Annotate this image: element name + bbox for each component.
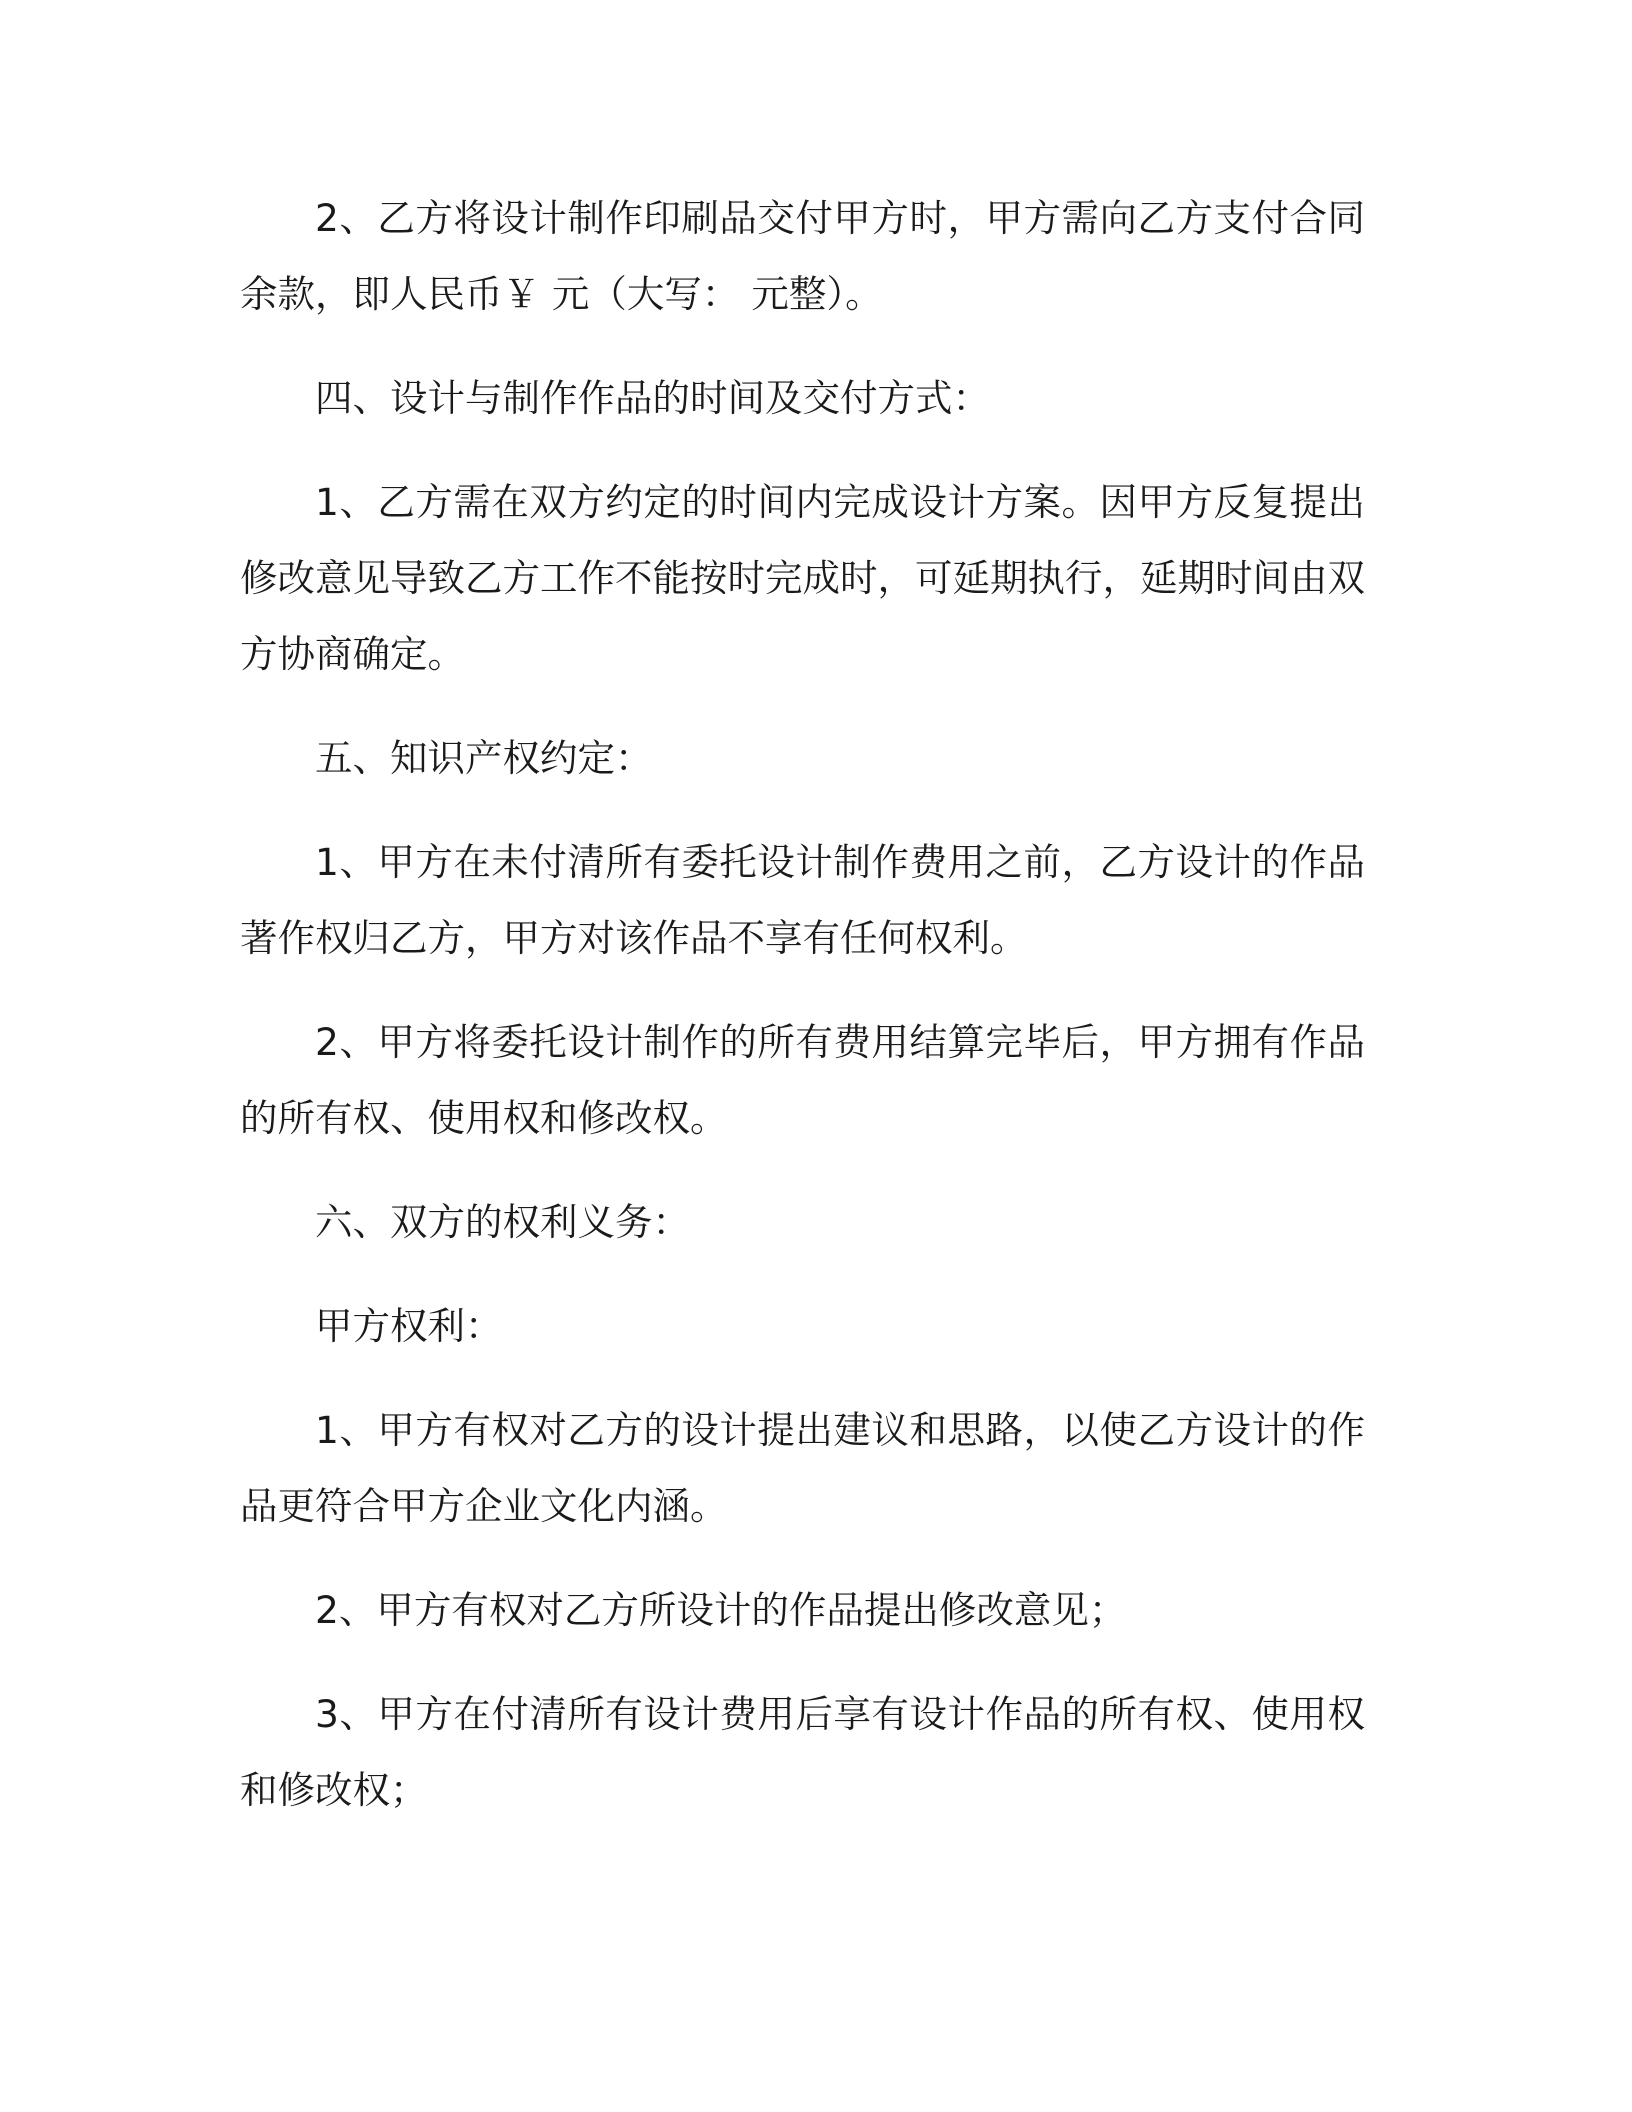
subheading-party-a-rights: 甲方权利：: [315, 1304, 503, 1348]
paragraph-final-payment: 2、乙方将设计制作印刷品交付甲方时，甲方需向乙方支付合同余款，即人民币￥ 元（大写： 元整）。: [240, 196, 1365, 316]
paragraph-design-deadline: 1、乙方需在双方约定的时间内完成设计方案。因甲方反复提出修改意见导致乙方工作不能按时完成时，可延期执行，延期时间由双方协商确定。: [240, 480, 1365, 676]
paragraph-copyright-before-payment: 1、甲方在未付清所有委托设计制作费用之前，乙方设计的作品著作权归乙方，甲方对该作品不享有任何权利。: [240, 840, 1365, 960]
contract-body: [240, 180, 1365, 1856]
paragraph-party-a-revisions: 2、甲方有权对乙方所设计的作品提出修改意见；: [315, 1588, 1127, 1632]
section-heading-intellectual-property: 五、知识产权约定：: [315, 736, 653, 780]
paragraph-party-a-ownership: 3、甲方在付清所有设计费用后享有设计作品的所有权、使用权和修改权；: [240, 1692, 1365, 1812]
paragraph-ownership-after-payment: 2、甲方将委托设计制作的所有费用结算完毕后，甲方拥有作品的所有权、使用权和修改权。: [240, 1020, 1365, 1140]
section-heading-rights-obligations: 六、双方的权利义务：: [315, 1200, 690, 1244]
paragraph-party-a-suggestions: 1、甲方有权对乙方的设计提出建议和思路，以使乙方设计的作品更符合甲方企业文化内涵。: [240, 1408, 1365, 1528]
section-heading-schedule-delivery: 四、设计与制作作品的时间及交付方式：: [315, 376, 990, 420]
